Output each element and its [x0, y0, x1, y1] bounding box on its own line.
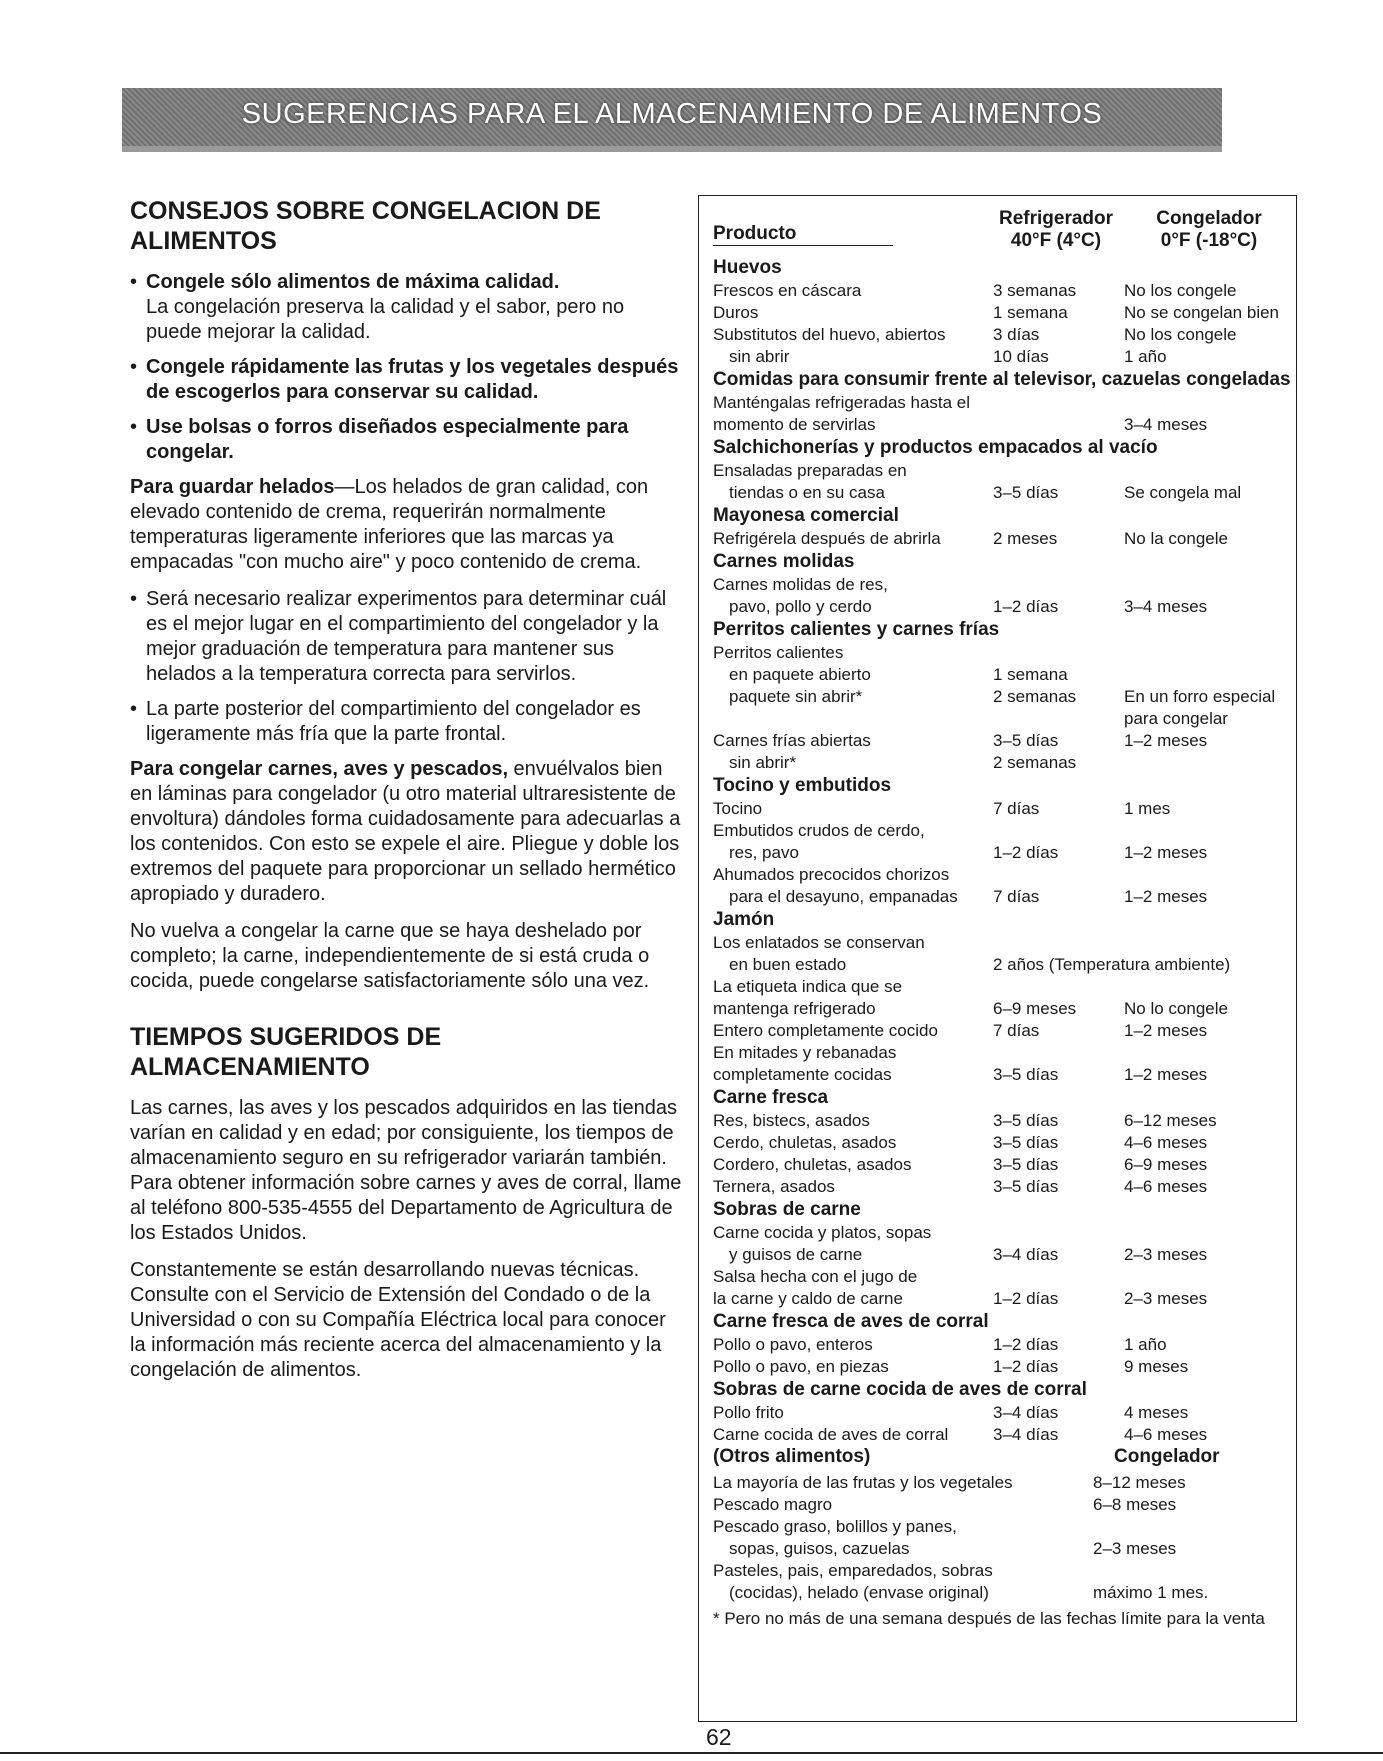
section-title: Huevos	[713, 257, 782, 278]
row-freezer: 1–2 meses	[1124, 843, 1208, 862]
row-fridge: 1–2 días	[993, 1335, 1059, 1354]
row-fridge: 3–5 días	[993, 483, 1059, 502]
row-fridge: 3 semanas	[993, 281, 1077, 300]
row-product: para el desayuno, empanadas	[729, 887, 958, 906]
row-product: Carnes frías abiertas	[713, 731, 871, 750]
page-number: 62	[706, 1724, 732, 1750]
row-freezer: 1 año	[1124, 1335, 1167, 1354]
row-fridge: 1–2 días	[993, 1289, 1059, 1308]
table-row	[713, 752, 1292, 774]
table-header	[699, 196, 1296, 256]
row-fridge: 1–2 días	[993, 843, 1059, 862]
row-fridge: 3–4 días	[993, 1425, 1059, 1444]
row-freezer: 1–2 meses	[1124, 1021, 1208, 1040]
row-fridge: 2 años (Temperatura ambiente)	[993, 955, 1231, 974]
row-fridge: 7 días	[993, 799, 1040, 818]
table-row	[713, 686, 1292, 708]
row-freezer: 1 mes	[1124, 799, 1171, 818]
table-row	[713, 1356, 1292, 1378]
table-row	[713, 998, 1292, 1020]
banner-title: SUGERENCIAS PARA EL ALMACENAMIENTO DE ALIMENTOS	[241, 98, 1103, 130]
row-product: completamente cocidas	[713, 1065, 892, 1084]
table-row	[713, 1110, 1292, 1132]
row-fridge: 2 meses	[993, 529, 1058, 548]
section-title: Carne fresca de aves de corral	[713, 1311, 989, 1332]
table-row	[713, 1494, 1292, 1516]
col-freezer-label: Congelador	[1156, 208, 1262, 229]
row-freezer: 6–8 meses	[1093, 1495, 1177, 1514]
table-row	[713, 1042, 1292, 1064]
row-fridge: 6–9 meses	[993, 999, 1077, 1018]
left-column	[130, 196, 685, 1395]
row-product: Tocino	[713, 799, 763, 818]
table-row	[713, 1402, 1292, 1424]
section-title: Sobras de carne cocida de aves de corral	[713, 1379, 1087, 1400]
tip-bold: Use bolsas o forros diseñados especialmente para congelar.	[146, 416, 629, 463]
row-product: Pescado magro	[713, 1495, 833, 1514]
table-row	[713, 1288, 1292, 1310]
table-row	[713, 414, 1292, 436]
heading-freezing-tips: CONSEJOS SOBRE CONGELACION DE ALIMENTOS	[130, 197, 601, 255]
section-title: Mayonesa comercial	[713, 505, 899, 526]
row-product: La etiqueta indica que se	[713, 977, 903, 996]
row-product: Carnes molidas de res,	[713, 575, 888, 594]
col-fridge	[981, 208, 1131, 252]
techniques-paragraph: Constantemente se están desarrollando nuevas técnicas. Consulte con el Servicio de Extensión del Condado o de la Universidad o con su Compañía Eléctrica local para conocer la información más reciente acerca del almacenamiento y la congelación de alimentos.	[130, 1259, 666, 1381]
row-freezer: No la congele	[1124, 529, 1228, 548]
table-row	[713, 1424, 1292, 1446]
row-freezer: 2–3 meses	[1124, 1289, 1208, 1308]
row-product: Cerdo, chuletas, asados	[713, 1133, 897, 1152]
row-product: Ternera, asados	[713, 1177, 835, 1196]
row-freezer: No los congele	[1124, 281, 1237, 300]
row-product: Ahumados precocidos chorizos	[713, 865, 950, 884]
table-row	[713, 280, 1292, 302]
row-product: Salsa hecha con el jugo de	[713, 1267, 918, 1286]
row-freezer: En un forro especial	[1124, 687, 1276, 706]
table-row	[713, 482, 1292, 504]
table-row	[713, 574, 1292, 596]
other-col: Congelador	[1114, 1446, 1220, 1467]
row-product: Pollo o pavo, en piezas	[713, 1357, 889, 1376]
section-title: Tocino y embutidos	[713, 775, 892, 796]
table-row	[713, 798, 1292, 820]
row-fridge: 1 semana	[993, 303, 1068, 322]
row-product: mantenga refrigerado	[713, 999, 876, 1018]
table-row	[713, 528, 1292, 550]
row-product: Los enlatados se conservan	[713, 933, 925, 952]
table-row	[713, 1334, 1292, 1356]
table-row	[713, 1244, 1292, 1266]
col-fridge-label: Refrigerador	[998, 208, 1114, 229]
tip-bold: Congele sólo alimentos de máxima calidad.	[146, 271, 560, 293]
table-row	[713, 642, 1292, 664]
refreeze-paragraph: No vuelva a congelar la carne que se haya deshelado por completo; la carne, independientemente de si está cruda o cocida, puede congelarse satisfactoriamente sólo una vez.	[130, 920, 650, 992]
row-freezer: para congelar	[1124, 709, 1228, 728]
table-row	[713, 1582, 1292, 1604]
row-fridge: 1–2 días	[993, 597, 1059, 616]
section-title: Sobras de carne	[713, 1199, 861, 1220]
tips-list	[130, 270, 685, 465]
row-fridge: 3–5 días	[993, 1111, 1059, 1130]
row-freezer: 8–12 meses	[1093, 1473, 1186, 1492]
row-product: tiendas o en su casa	[729, 483, 885, 502]
ice-cream-list	[130, 587, 685, 747]
row-freezer: 3–4 meses	[1124, 415, 1208, 434]
other-header	[713, 1446, 1292, 1472]
row-freezer: Se congela mal	[1124, 483, 1242, 502]
row-fridge: 1–2 días	[993, 1357, 1059, 1376]
row-product: Pollo o pavo, enteros	[713, 1335, 873, 1354]
section-title: Comidas para consumir frente al televisor, cazuelas congeladas	[713, 369, 1291, 390]
row-product: Carne cocida de aves de corral	[713, 1425, 949, 1444]
table-row	[713, 1560, 1292, 1582]
row-product: Substitutos del huevo, abiertos	[713, 325, 946, 344]
row-fridge: 3–5 días	[993, 1155, 1059, 1174]
row-freezer: 1–2 meses	[1124, 887, 1208, 906]
row-product: sopas, guisos, cazuelas	[729, 1539, 910, 1558]
row-product: sin abrir	[729, 347, 790, 366]
footnote: * Pero no más de una semana después de las fechas límite para la venta	[713, 1609, 1265, 1628]
row-fridge: 10 días	[993, 347, 1049, 366]
row-freezer: 1–2 meses	[1124, 1065, 1208, 1084]
row-fridge: 3 días	[993, 325, 1040, 344]
meat-text: envuélvalos bien en láminas para congelador (u otro material ultraresistente de envoltura) dándoles forma cuidadosamente para adecuarlas a los contenidos. Con esto se expele el aire. Pliegue y doble los extremos del paquete para proporcionar un sellado hermético apropiado y duradero.	[130, 758, 681, 905]
row-freezer: 9 meses	[1124, 1357, 1189, 1376]
bottom-rule	[0, 1752, 1383, 1754]
row-freezer: 3–4 meses	[1124, 597, 1208, 616]
row-product: Manténgalas refrigeradas hasta el	[713, 393, 971, 412]
row-freezer: 6–12 meses	[1124, 1111, 1217, 1130]
row-product: Duros	[713, 303, 759, 322]
row-freezer: 2–3 meses	[1093, 1539, 1177, 1558]
row-freezer: 2–3 meses	[1124, 1245, 1208, 1264]
row-product: Pescado graso, bolillos y panes,	[713, 1517, 957, 1536]
row-fridge: 2 semanas	[993, 687, 1077, 706]
row-product: en paquete abierto	[729, 665, 871, 684]
meat-paragraph	[130, 757, 685, 907]
section-title: Jamón	[713, 909, 775, 930]
heading-storage-times: TIEMPOS SUGERIDOS DE ALMACENAMIENTO	[130, 1023, 442, 1081]
row-fridge: 3–4 días	[993, 1245, 1059, 1264]
table-row	[713, 1176, 1292, 1198]
table-row	[713, 886, 1292, 908]
table-row	[713, 302, 1292, 324]
row-product: Pollo frito	[713, 1403, 784, 1422]
tip-bold: Congele rápidamente las frutas y los vegetales después de escogerlos para conservar su calidad.	[146, 356, 679, 403]
row-freezer: 1–2 meses	[1124, 731, 1208, 750]
row-product: la carne y caldo de carne	[713, 1289, 903, 1308]
row-product: Ensaladas preparadas en	[713, 461, 907, 480]
table-body	[713, 256, 1292, 1630]
row-product: Carne cocida y platos, sopas	[713, 1223, 932, 1242]
row-freezer: máximo 1 mes.	[1093, 1583, 1209, 1602]
table-row	[713, 820, 1292, 842]
row-freezer: 4–6 meses	[1124, 1177, 1208, 1196]
col-fridge-temp: 40°F (4°C)	[1010, 230, 1102, 251]
section-title: Carne fresca	[713, 1087, 829, 1108]
row-product: res, pavo	[729, 843, 799, 862]
row-product: Embutidos crudos de cerdo,	[713, 821, 925, 840]
table-row	[713, 1266, 1292, 1288]
row-product: Entero completamente cocido	[713, 1021, 938, 1040]
row-product: Res, bistecs, asados	[713, 1111, 870, 1130]
table-row	[713, 346, 1292, 368]
row-fridge: 1 semana	[993, 665, 1068, 684]
table-row	[713, 954, 1292, 976]
table-row	[713, 1132, 1292, 1154]
row-product: La mayoría de las frutas y los vegetales	[713, 1473, 1013, 1492]
row-freezer: 6–9 meses	[1124, 1155, 1208, 1174]
section-title: Carnes molidas	[713, 551, 855, 572]
table-row	[713, 708, 1292, 730]
tip-text: La congelación preserva la calidad y el sabor, pero no puede mejorar la calidad.	[146, 296, 625, 343]
table-row	[713, 664, 1292, 686]
table-row	[713, 1154, 1292, 1176]
ice-cream-text: —Los helados de gran calidad, con elevado contenido de crema, requerirán normalmente temperaturas ligeramente inferiores que las marcas ya empacadas "con mucho aire" y poco contenido de crema.	[130, 476, 649, 573]
meat-bold: Para congelar carnes, aves y pescados,	[130, 758, 508, 780]
row-fridge: 2 semanas	[993, 753, 1077, 772]
row-freezer: 4–6 meses	[1124, 1133, 1208, 1152]
table-row	[713, 932, 1292, 954]
row-freezer: 4 meses	[1124, 1403, 1189, 1422]
row-product: y guisos de carne	[729, 1245, 863, 1264]
storage-table	[698, 195, 1297, 1722]
table-row	[713, 1516, 1292, 1538]
row-product: momento de servirlas	[713, 415, 876, 434]
row-fridge: 3–4 días	[993, 1403, 1059, 1422]
row-product: Frescos en cáscara	[713, 281, 862, 300]
ice-cream-item: • La parte posterior del compartimiento del congelador es ligeramente más fría que la parte frontal.	[130, 697, 685, 747]
row-product: pavo, pollo y cerdo	[729, 597, 872, 616]
col-freezer	[1139, 208, 1279, 252]
col-freezer-temp: 0°F (-18°C)	[1160, 230, 1258, 251]
tip-item	[130, 270, 685, 345]
table-row	[713, 730, 1292, 752]
ice-cream-item: • Será necesario realizar experimentos para determinar cuál es el mejor lugar en el compartimiento del congelador y la mejor graduación de temperatura para mantener sus helados a la temperatura correcta para servirlos.	[130, 587, 685, 687]
row-product: (cocidas), helado (envase original)	[729, 1583, 989, 1602]
table-row	[713, 864, 1292, 886]
row-fridge: 7 días	[993, 1021, 1040, 1040]
tip-item	[130, 415, 685, 465]
table-row	[713, 976, 1292, 998]
row-fridge: 3–5 días	[993, 1177, 1059, 1196]
section-title: Salchichonerías y productos empacados al vacío	[713, 437, 1158, 458]
row-product: en buen estado	[729, 955, 847, 974]
banner	[122, 88, 1222, 152]
table-row	[713, 1538, 1292, 1560]
section-title: Perritos calientes y carnes frías	[713, 619, 1000, 640]
row-freezer: No lo congele	[1124, 999, 1228, 1018]
table-row	[713, 460, 1292, 482]
row-fridge: 7 días	[993, 887, 1040, 906]
table-row	[713, 842, 1292, 864]
row-fridge: 3–5 días	[993, 731, 1059, 750]
table-row	[713, 596, 1292, 618]
row-product: Perritos calientes	[713, 643, 844, 662]
row-product: Pasteles, pais, emparedados, sobras	[713, 1561, 993, 1580]
row-product: Refrigérela después de abrirla	[713, 529, 941, 548]
storage-paragraph: Las carnes, las aves y los pescados adquiridos en las tiendas varían en calidad y en edad; por consiguiente, los tiempos de almacenamiento seguro en su refrigerador variarán también. Para obtener información sobre carnes y aves de corral, llame al teléfono 800-535-4555 del Departamento de Agricultura de los Estados Unidos.	[130, 1097, 682, 1244]
tip-item	[130, 355, 685, 405]
row-product: Cordero, chuletas, asados	[713, 1155, 912, 1174]
other-title: (Otros alimentos)	[713, 1446, 871, 1467]
ice-cream-paragraph	[130, 475, 685, 575]
table-row	[713, 324, 1292, 346]
row-freezer: No los congele	[1124, 325, 1237, 344]
row-freezer: No se congelan bien	[1124, 303, 1280, 322]
row-fridge: 3–5 días	[993, 1133, 1059, 1152]
table-row	[713, 1472, 1292, 1494]
table-row	[713, 1064, 1292, 1086]
row-product: paquete sin abrir*	[729, 687, 863, 706]
col-product: Producto	[713, 223, 893, 246]
table-row	[713, 1222, 1292, 1244]
table-row	[713, 1020, 1292, 1042]
row-freezer: 4–6 meses	[1124, 1425, 1208, 1444]
row-product: sin abrir*	[729, 753, 797, 772]
row-freezer: 1 año	[1124, 347, 1167, 366]
ice-cream-bold: Para guardar helados	[130, 476, 335, 498]
table-row	[713, 392, 1292, 414]
row-product: En mitades y rebanadas	[713, 1043, 897, 1062]
row-fridge: 3–5 días	[993, 1065, 1059, 1084]
